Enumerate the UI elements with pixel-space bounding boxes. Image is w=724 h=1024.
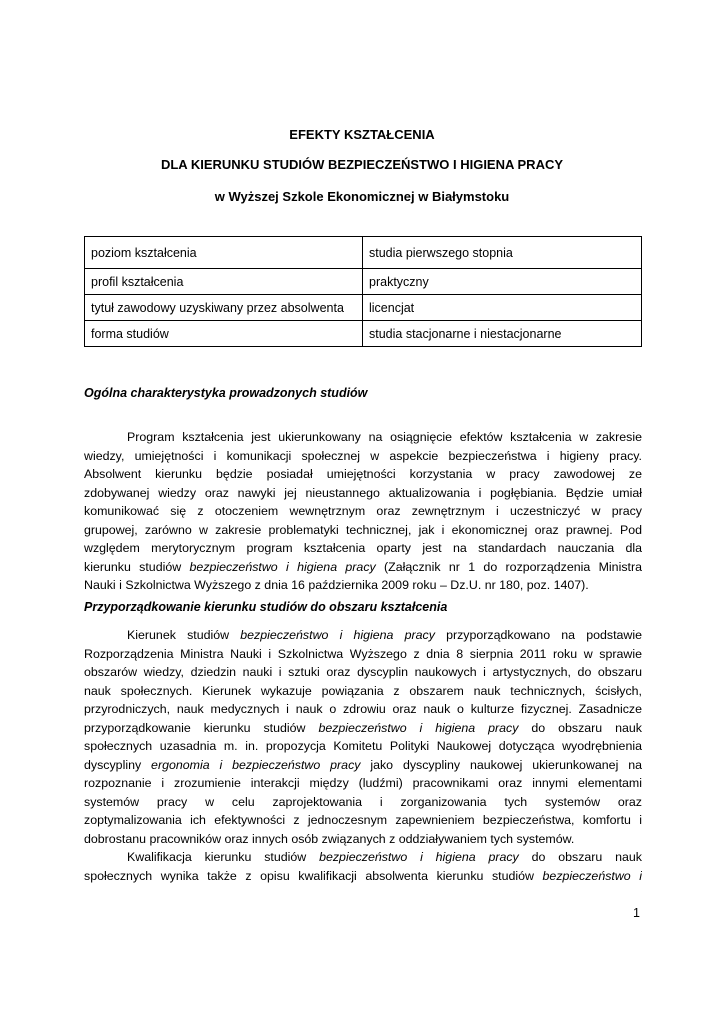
paragraph-line: komunikować się z otoczeniem wewnętrznym oraz zewnętrznym i uczestniczyć w pracy bbox=[84, 504, 642, 518]
table-cell-label: poziom kształcenia bbox=[85, 237, 363, 269]
text-run: dyscypliny bbox=[84, 757, 152, 772]
document-subtitle: DLA KIERUNKU STUDIÓW BEZPIECZEŃSTWO I HIGIENA PRACY bbox=[160, 157, 564, 172]
text-run: jako dyscypliny naukowej ukierunkowanej na bbox=[360, 757, 642, 772]
text-run: do obszaru nauk bbox=[518, 720, 642, 735]
paragraph-line: obszarów wiedzy, dziedzin nauki i sztuki oraz dyscyplin naukowych i artystycznych, do obszaru bbox=[84, 665, 642, 679]
text-run: (Załącznik nr 1 do rozporządzenia Ministra bbox=[375, 559, 642, 574]
paragraph-line: względem merytorycznym program kształcenia oparty jest na standardach nauczania dla bbox=[84, 541, 642, 555]
paragraph-line: systemów pracy w celu zaprojektowania i zorganizowania tych systemów oraz bbox=[84, 794, 642, 809]
text-run-italic: ergonomia i bezpieczeństwo pracy bbox=[151, 757, 361, 772]
paragraph-line: Rozporządzenia Ministra Nauki i Szkolnictwa Wyższego z dnia 8 sierpnia 2011 roku w sprawie bbox=[84, 646, 642, 661]
text-run: społecznych wynika także z opisu kwalifikacji absolwenta kierunku studiów bbox=[84, 868, 543, 883]
table-row bbox=[85, 321, 642, 347]
section-heading: Ogólna charakterystyka prowadzonych studiów bbox=[84, 386, 368, 400]
text-run-italic: bezpieczeństwo i higiena pracy bbox=[189, 559, 376, 574]
text-run-italic: bezpieczeństwo i higiena pracy bbox=[319, 850, 519, 864]
section-paragraph bbox=[84, 428, 642, 595]
paragraph-line: dobrostanu pracowników oraz innych osób związanych z oddziaływaniem tych systemów. bbox=[84, 831, 575, 846]
paragraph-line: zdobywanej wiedzy oraz nawyki jej nieustannego aktualizowania i pogłębiania. Będzie umiał bbox=[84, 485, 642, 500]
text-run-italic: bezpieczeństwo i higiena pracy bbox=[240, 628, 435, 642]
paragraph-line: grupowej, zarówno w zakresie problematyki technicznej, jak i ekonomicznej oraz prawnej. Pod bbox=[84, 522, 642, 537]
text-run: przyporządkowanie kierunku studiów bbox=[84, 720, 319, 735]
document-title: EFEKTY KSZTAŁCENIA bbox=[289, 127, 435, 142]
section-paragraph bbox=[84, 626, 642, 885]
paragraph-line bbox=[84, 756, 642, 775]
paragraph-line: zoptymalizowania ich efektywności z jednoczesnym zapewnieniem bezpieczeństwa, komfortu i bbox=[84, 813, 642, 827]
table-cell-value: studia pierwszego stopnia bbox=[363, 237, 642, 269]
text-run: Kwalifikacja kierunku studiów bbox=[127, 850, 320, 864]
section-heading: Przyporządkowanie kierunku studiów do obszaru kształcenia bbox=[84, 600, 448, 614]
table-cell-label: tytuł zawodowy uzyskiwany przez absolwenta bbox=[85, 295, 363, 321]
table-cell-value: licencjat bbox=[363, 295, 642, 321]
paragraph-line bbox=[84, 558, 642, 577]
text-run-italic: bezpieczeństwo i bbox=[542, 868, 642, 883]
paragraph-line bbox=[84, 848, 642, 867]
paragraph-line: rozpoznanie i zrozumienie interakcji między (ludźmi) pracownikami oraz innymi elementami bbox=[84, 776, 642, 790]
text-run: przyporządkowano na podstawie bbox=[434, 628, 642, 642]
text-run: do obszaru nauk bbox=[518, 850, 642, 864]
paragraph-line: wiedzy, umiejętności i komunikacji społecznej w aspekcie bezpieczeństwa i higieny pracy. bbox=[84, 448, 642, 463]
paragraph-line bbox=[84, 867, 642, 886]
page-number: 1 bbox=[633, 906, 640, 920]
paragraph-line: nauk społecznych. Kierunek wykazuje powiązania z obszarem nauk technicznych, ścisłych, bbox=[84, 683, 642, 698]
paragraph-line: społecznych uzasadnia m. in. propozycja Komitetu Polityki Naukowej dotycząca wyodrębnienia bbox=[84, 739, 642, 753]
paragraph-line: Program kształcenia jest ukierunkowany na osiągnięcie efektów kształcenia w zakresie bbox=[127, 430, 642, 444]
paragraph-line: przyrodniczych, nauk medycznych i nauk o zdrowiu oraz nauk o kulturze fizycznej. Zasadnicze bbox=[84, 702, 642, 716]
paragraph-line bbox=[84, 719, 642, 738]
table-cell-label: profil kształcenia bbox=[85, 269, 363, 295]
institution-name: w Wyższej Szkole Ekonomicznej w Białymstoku bbox=[214, 189, 510, 204]
text-run: kierunku studiów bbox=[84, 559, 190, 574]
study-info-table bbox=[84, 236, 642, 347]
table-row bbox=[85, 269, 642, 295]
table-cell-value: studia stacjonarne i niestacjonarne bbox=[363, 321, 642, 347]
table-cell-label: forma studiów bbox=[85, 321, 363, 347]
paragraph-line: Nauki i Szkolnictwa Wyższego z dnia 16 października 2009 roku – Dz.U. nr 180, poz. 1407). bbox=[84, 578, 589, 592]
table-row bbox=[85, 237, 642, 269]
paragraph-line: Absolwent kierunku będzie posiadał umiejętności korzystania w pracy zawodowej ze bbox=[84, 467, 642, 481]
text-run: Kierunek studiów bbox=[127, 628, 241, 642]
text-run-italic: bezpieczeństwo i higiena pracy bbox=[318, 720, 519, 735]
table-row bbox=[85, 295, 642, 321]
table-cell-value: praktyczny bbox=[363, 269, 642, 295]
paragraph-line bbox=[84, 626, 642, 645]
